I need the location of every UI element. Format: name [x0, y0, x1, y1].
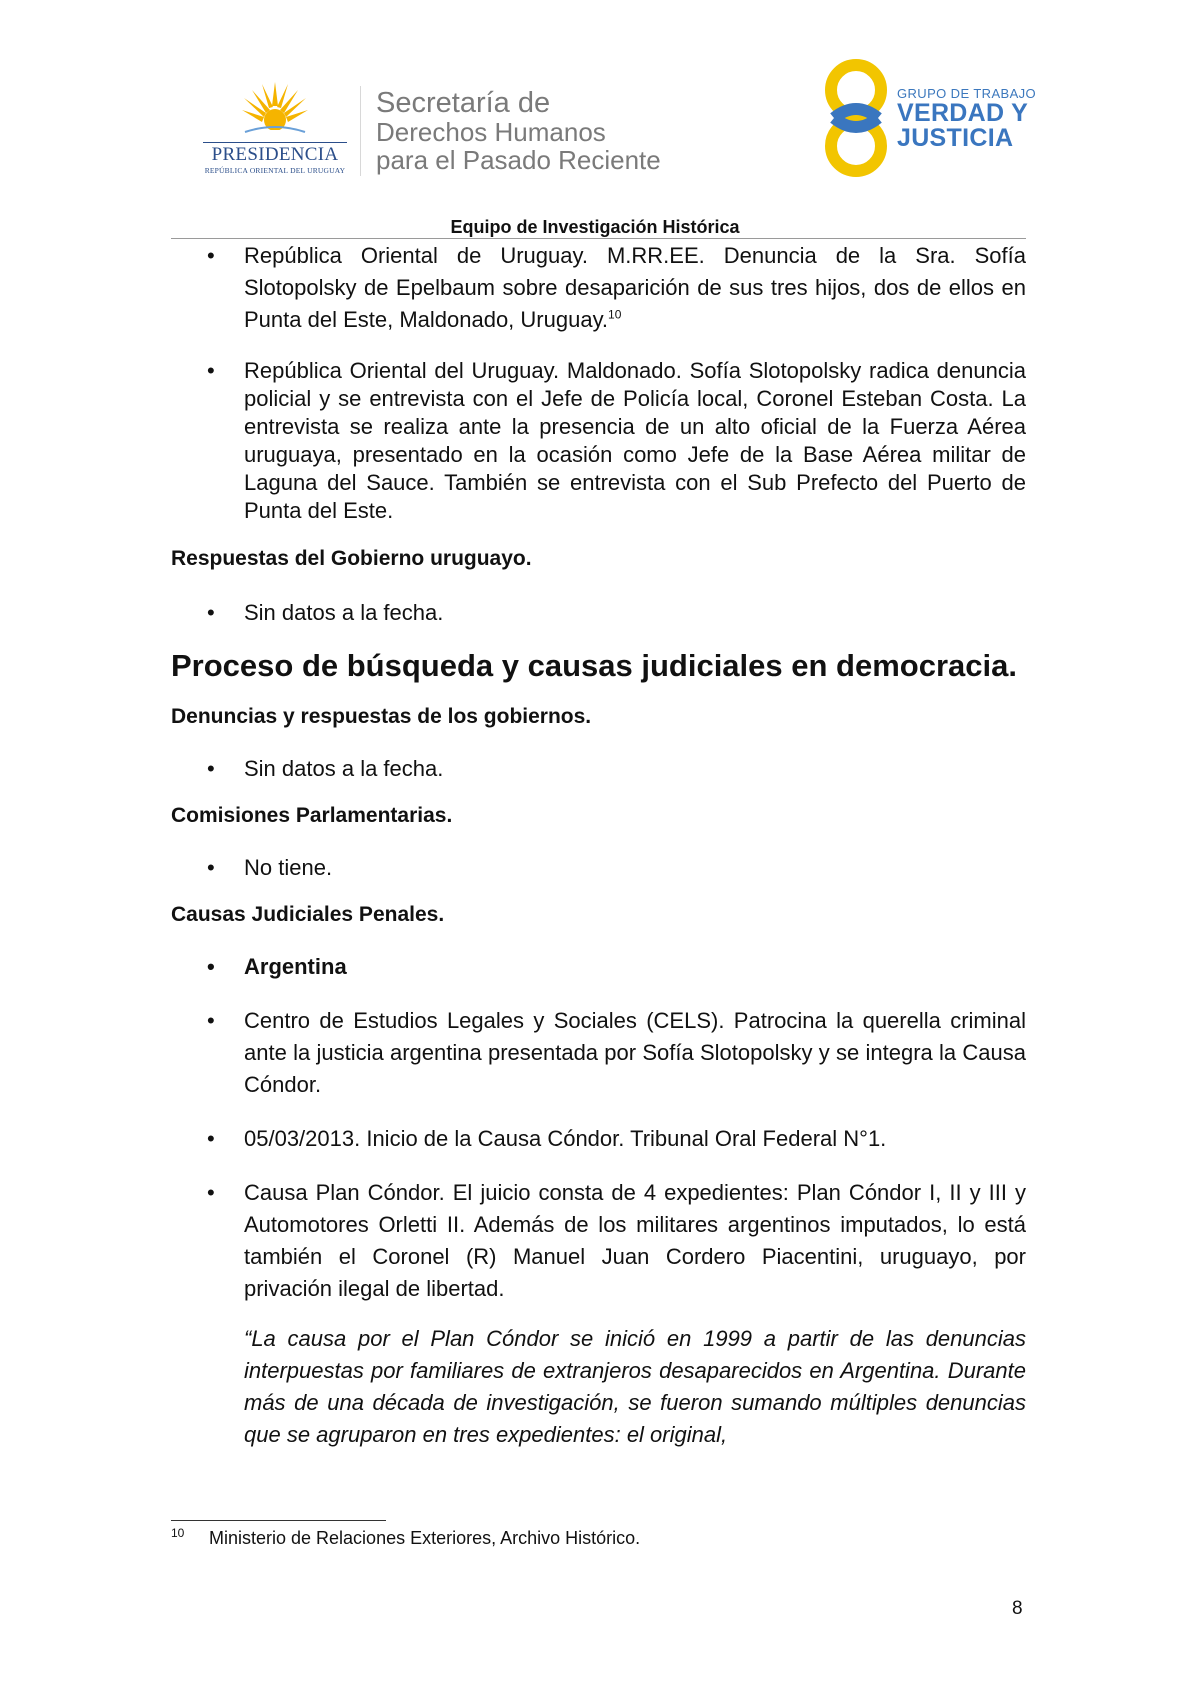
header-rule	[171, 238, 1026, 239]
footnote-number: 10	[171, 1526, 185, 1540]
section-heading: Denuncias y respuestas de los gobiernos.	[171, 705, 592, 728]
grupo-trabajo-text	[897, 86, 1036, 151]
page-number: 8	[1012, 1598, 1023, 1619]
grupo-trabajo-logo-icon	[822, 56, 890, 180]
footnote-text: Ministerio de Relaciones Exteriores, Archivo Histórico.	[209, 1528, 641, 1548]
secretaria-title	[376, 88, 661, 174]
team-header: Equipo de Investigación Histórica	[450, 217, 740, 237]
list-item: • Centro de Estudios Legales y Sociales (CELS). Patrocina la querella criminal ante la justicia argentina presentada por Sofía Slotopolsky y se integra la Causa Cóndor.	[171, 1005, 1026, 1101]
section-heading: Comisiones Parlamentarias.	[171, 804, 453, 827]
list-item: • Sin datos a la fecha.	[171, 753, 1026, 785]
secretaria-line-1: Secretaría de	[376, 87, 551, 119]
section-heading: Causas Judiciales Penales.	[171, 903, 445, 926]
presidencia-title: PRESIDENCIA	[211, 144, 339, 165]
footnote-rule	[171, 1520, 386, 1521]
secretaria-line-3: para el Pasado Reciente	[376, 145, 661, 175]
presidencia-logo	[195, 80, 355, 180]
header-divider	[360, 86, 361, 176]
presidencia-rule	[203, 142, 347, 143]
grupo-trabajo-small: GRUPO DE TRABAJO	[897, 86, 1037, 101]
sun-icon	[240, 80, 310, 142]
list-item: • República Oriental del Uruguay. Maldonado. Sofía Slotopolsky radica denuncia policial y se entrevista con el Jefe de Policía local, Coronel Esteban Costa. La entrevista se realiza ante la presencia de un alto oficial de la Fuerza Aérea uruguaya, presentado en la ocasión como Jefe de la Base Aérea militar de Laguna del Sauce. También se entrevista con el Sub Prefecto del Puerto de Punta del Este.	[171, 357, 1026, 525]
secretaria-line-2: Derechos Humanos	[376, 117, 606, 147]
section-heading: Respuestas del Gobierno uruguayo.	[171, 547, 532, 570]
grupo-trabajo-line-2: JUSTICIA	[897, 124, 1014, 152]
list-item: • Argentina	[171, 951, 1026, 983]
list-item: • No tiene.	[171, 852, 1026, 884]
list-item: • República Oriental de Uruguay. M.RR.EE. Denuncia de la Sra. Sofía Slotopolsky de Epelbaum sobre desaparición de sus tres hijos, dos de ellos en Punta del Este, Maldonado, Uruguay.$^{10}$	[171, 240, 1026, 336]
list-item: • Causa Plan Cóndor. El juicio consta de 4 expedientes: Plan Cóndor I, II y III y Automotores Orletti II. Además de los militares argentinos imputados, lo está también el Coronel (R) Manuel Juan Cordero Piacentini, uruguayo, por privación ilegal de libertad.	[171, 1177, 1026, 1305]
list-item: • 05/03/2013. Inicio de la Causa Cóndor. Tribunal Oral Federal N°1.	[171, 1123, 1026, 1155]
block-quote: “La causa por el Plan Cóndor se inició en 1999 a partir de las denuncias interpuestas por familiares de extranjeros desaparecidos en Argentina. Durante más de una década de investigación, se fueron sumando múltiples denuncias que se agruparon en tres expedientes: el original,	[244, 1326, 1026, 1447]
presidencia-subtitle: REPÚBLICA ORIENTAL DEL URUGUAY	[204, 166, 346, 175]
list-item: • Sin datos a la fecha.	[171, 597, 1026, 629]
document-body	[171, 240, 1026, 1451]
chapter-heading: Proceso de búsqueda y causas judiciales en democracia.	[171, 648, 1017, 683]
grupo-trabajo-line-1: VERDAD Y	[897, 99, 1029, 127]
footnote-ref: 10	[608, 307, 622, 322]
